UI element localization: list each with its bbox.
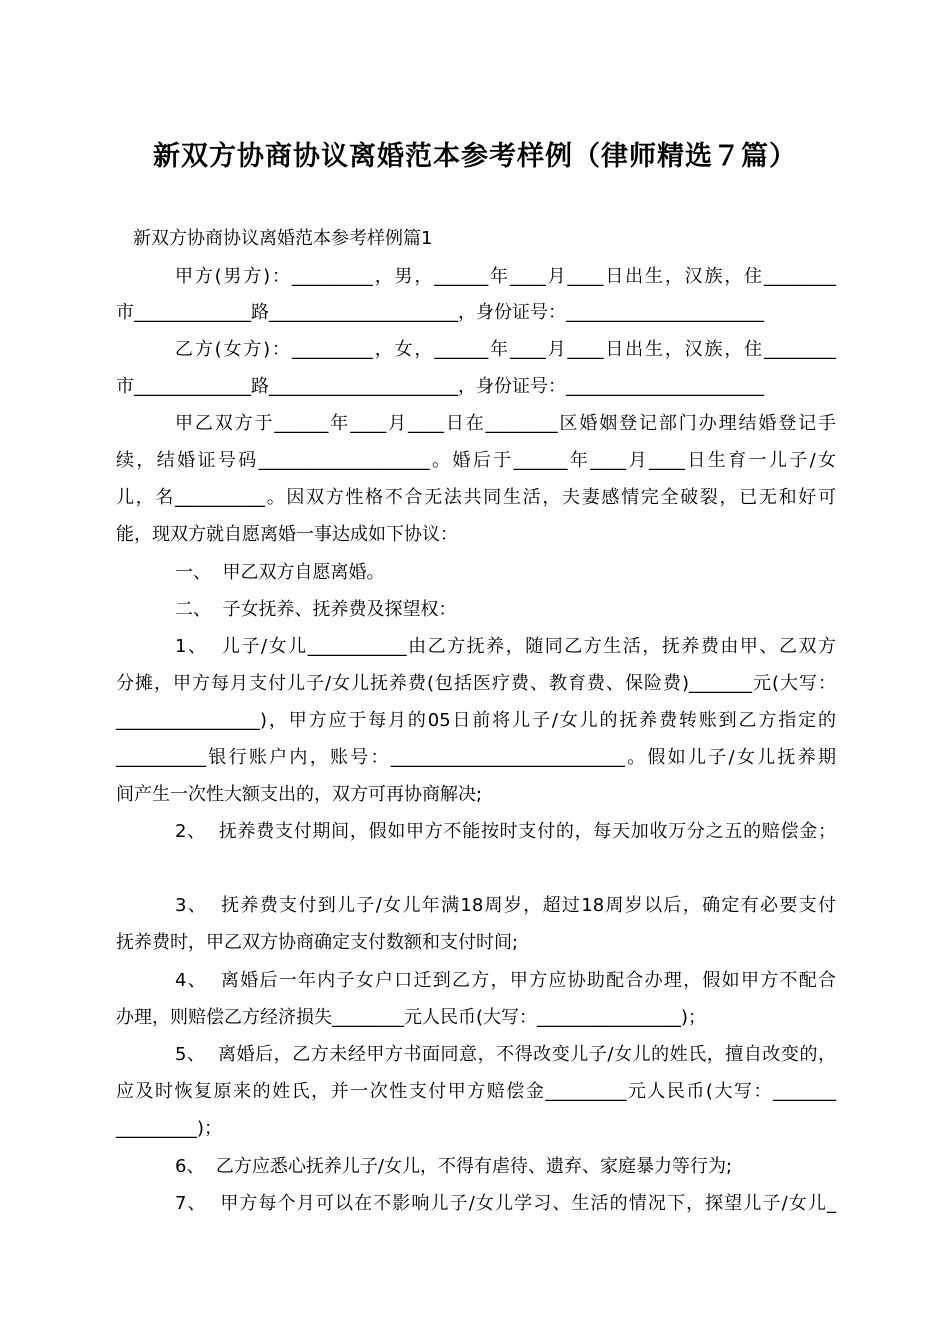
- item-1-line-4: __________银行账户内，账号：__________________________。假如儿子/女儿抚养期: [116, 747, 836, 768]
- marriage-paragraph-line-2: 续，结婚证号码___________________。婚后于______年____月____日生育一儿子/女: [116, 450, 836, 471]
- item-5-line-1: 5、 离婚后，乙方未经甲方书面同意，不得改变儿子/女儿的姓氏，擅自改变的，: [175, 1044, 836, 1065]
- party-b-line-2: 市_____________路_____________________，身份证号：______________________: [116, 376, 764, 397]
- item-6-line-1: 6、 乙方应悉心抚养儿子/女儿，不得有虐待、遗弃、家庭暴力等行为;: [175, 1156, 733, 1177]
- marriage-paragraph-line-3: 儿，名__________。因双方性格不合无法共同生活，夫妻感情完全破裂，已无和好可: [116, 487, 836, 508]
- section-heading: 新双方协商协议离婚范本参考样例篇1: [133, 228, 433, 249]
- item-1-line-5: 间产生一次性大额支出的，双方可再协商解决;: [116, 784, 483, 805]
- item-5-line-3: _________)；: [116, 1118, 223, 1139]
- item-1-line-2: 分摊，甲方每月支付儿子/女儿抚养费(包括医疗费、教育费、保险费)_______元(大写：: [116, 673, 836, 694]
- party-a-line-1: 甲方(男方)：_________，男，______年____月____日出生，汉族，住________: [175, 266, 836, 287]
- document-title: 新双方协商协议离婚范本参考样例（律师精选７篇）: [153, 141, 797, 172]
- marriage-paragraph-line-1: 甲乙双方于______年____月____日在________区婚姻登记部门办理结婚登记手: [175, 413, 836, 434]
- item-7-line-1: 7、 甲方每个月可以在不影响儿子/女儿学习、生活的情况下，探望儿子/女儿_: [175, 1193, 836, 1214]
- item-3-line-2: 抚养费时，甲乙双方协商确定支付数额和支付时间;: [116, 932, 519, 953]
- clause-1: 一、 甲乙双方自愿离婚。: [175, 562, 385, 583]
- item-1-line-1: 1、 儿子/女儿___________由乙方抚养，随同乙方生活，抚养费由甲、乙双方: [175, 636, 836, 657]
- party-a-line-2: 市_____________路_____________________，身份证号：______________________: [116, 302, 764, 323]
- item-4-line-1: 4、 离婚后一年内子女户口迁到乙方，甲方应协助配合办理，假如甲方不配合: [175, 970, 836, 991]
- item-5-line-2: 应及时恢复原来的姓氏，并一次性支付甲方赔偿金_________元人民币(大写：_______: [116, 1081, 836, 1102]
- item-1-line-3: ________________)，甲方应于每月的05日前将儿子/女儿的抚养费转账到乙方指定的: [116, 710, 836, 731]
- clause-2: 二、 子女抚养、抚养费及探望权：: [175, 599, 457, 620]
- item-3-line-1: 3、 抚养费支付到儿子/女儿年满18周岁，超过18周岁以后，确定有必要支付: [175, 895, 836, 916]
- item-4-line-2: 办理，则赔偿乙方经济损失________元人民币(大写：________________)；: [116, 1007, 707, 1028]
- item-2-line-1: 2、 抚养费支付期间，假如甲方不能按时支付的，每天加收万分之五的赔偿金；: [175, 821, 836, 842]
- marriage-paragraph-line-4: 能，现双方就自愿离婚一事达成如下协议：: [116, 524, 458, 545]
- party-b-line-1: 乙方(女方)：_________，女，______年____月____日出生，汉族，住________: [175, 339, 836, 360]
